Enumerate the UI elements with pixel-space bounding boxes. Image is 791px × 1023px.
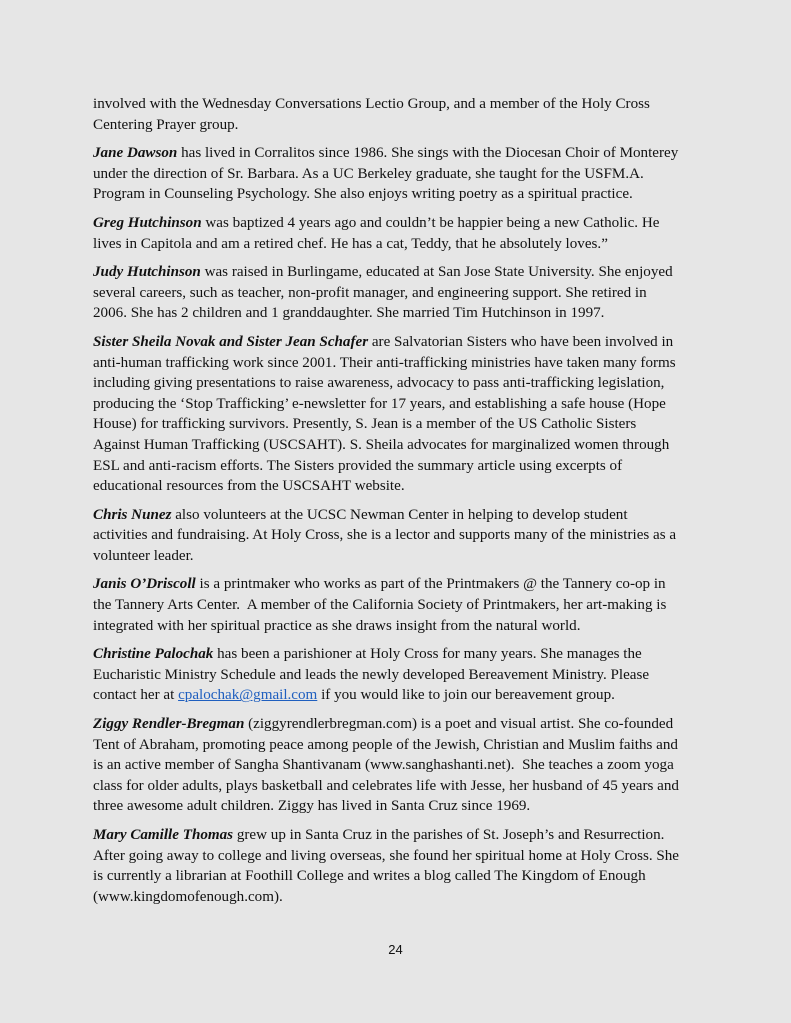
text-line <box>93 262 713 283</box>
bio-paragraph <box>93 143 713 205</box>
line-text: contact her at <box>93 687 179 704</box>
text-line <box>93 574 713 595</box>
person-name: Christine Palochak <box>93 646 214 663</box>
line-text: is an active member of Sangha Shantivanam (www.sanghashanti.net). She teaches a zoom yoga <box>93 757 674 774</box>
email-link[interactable]: cpalochak@gmail.com <box>178 687 318 704</box>
text-line <box>93 332 713 353</box>
text-line <box>93 414 713 435</box>
text-line <box>93 846 713 867</box>
bio-paragraph <box>93 262 713 324</box>
text-line <box>93 735 713 756</box>
text-line <box>93 234 713 255</box>
line-text: activities and fundraising. At Holy Cross, she is a lector and supports many of the ministries as a <box>93 527 677 544</box>
text-line <box>93 595 713 616</box>
person-name: Sister Sheila Novak and Sister Jean Schafer <box>93 333 369 350</box>
person-name: Judy Hutchinson <box>93 264 201 281</box>
text-line <box>93 94 713 115</box>
text-line <box>93 644 713 665</box>
line-text: 2006. She has 2 children and 1 granddaughter. She married Tim Hutchinson in 1997. <box>93 305 605 322</box>
text-line <box>93 373 713 394</box>
text-line <box>93 665 713 686</box>
line-text: the Tannery Arts Center. A member of the California Society of Printmakers, her art-making is <box>93 597 667 614</box>
text-line <box>93 505 713 526</box>
text-line <box>93 435 713 456</box>
text-line <box>93 115 713 136</box>
person-name: Greg Hutchinson <box>93 214 202 231</box>
line-text: Program in Counseling Psychology. She also enjoys writing poetry as a spiritual practice. <box>93 186 633 203</box>
line-text: House) for trafficking survivors. Presently, S. Jean is a member of the US Catholic Sisters <box>93 416 637 433</box>
line-text: if you would like to join our bereavement group. <box>317 687 615 704</box>
text-line <box>93 476 713 497</box>
person-name: Jane Dawson <box>93 145 178 162</box>
line-text: are Salvatorian Sisters who have been involved in <box>368 333 674 350</box>
line-text: three awesome adult children. Ziggy has lived in Santa Cruz since 1969. <box>93 798 531 815</box>
bio-paragraph <box>93 332 713 497</box>
line-text: grew up in Santa Cruz in the parishes of St. Joseph’s and Resurrection. <box>233 827 665 843</box>
line-text: After going away to college and living overseas, she found her spiritual home at Holy Cross. She <box>93 847 680 864</box>
line-text: several careers, such as teacher, non-profit manager, and engineering support. She retired in <box>93 284 647 301</box>
line-text: ESL and anti-racism efforts. The Sisters provided the summary article using excerpts of <box>93 457 623 474</box>
text-line <box>93 283 713 304</box>
line-text: has been a parishioner at Holy Cross for many years. She manages the <box>213 646 642 663</box>
text-line <box>93 825 713 846</box>
person-name: Janis O’Driscoll <box>93 576 196 593</box>
line-text: lives in Capitola and am a retired chef. He has a cat, Teddy, that he absolutely loves.” <box>93 235 608 252</box>
line-text: (ziggyrendlerbregman.com) is a poet and visual artist. She co-founded <box>244 716 674 733</box>
line-text: is a printmaker who works as part of the Printmakers @ the Tannery co-op in <box>195 576 666 593</box>
bio-paragraph <box>93 213 713 254</box>
text-line <box>93 685 713 706</box>
bio-paragraph <box>93 644 713 706</box>
line-text: producing the ‘Stop Trafficking’ e-newsletter for 17 years, and establishing a safe house (Hope <box>93 395 666 412</box>
line-text: (www.kingdomofenough.com). <box>93 888 283 905</box>
text-line <box>93 394 713 415</box>
line-text: Eucharistic Ministry Schedule and leads the newly developed Bereavement Ministry. Please <box>93 666 650 683</box>
text-line <box>93 755 713 776</box>
line-text: integrated with her spiritual practice as she draws insight from the natural world. <box>93 617 581 634</box>
text-line <box>93 525 713 546</box>
text-line <box>93 303 713 324</box>
line-text: volunteer leader. <box>93 547 194 564</box>
line-text: Against Human Trafficking (USCSAHT). S. Sheila advocates for marginalized women through <box>93 436 670 453</box>
text-line <box>93 866 713 887</box>
document-body <box>93 94 713 915</box>
line-text: Tent of Abraham, promoting peace among people of the Jewish, Christian and Muslim faiths and <box>93 736 678 753</box>
line-text: was raised in Burlingame, educated at San Jose State University. She enjoyed <box>200 264 673 281</box>
line-text: is currently a librarian at Foothill College and writes a blog called The Kingdom of Enough <box>93 868 646 885</box>
line-text: educational resources from the USCSAHT website. <box>93 478 405 495</box>
bio-paragraph <box>93 574 713 636</box>
text-line <box>93 796 713 817</box>
line-text: class for older adults, plays basketball and celebrates life with Jesse, her husband of 45 years and <box>93 777 679 794</box>
bio-paragraph <box>93 505 713 567</box>
line-text: also volunteers at the UCSC Newman Center in helping to develop student <box>171 506 628 523</box>
line-text: including giving presentations to raise awareness, advocacy to pass anti-trafficking legislation, <box>93 375 665 392</box>
line-text: under the direction of Sr. Barbara. As a UC Berkeley graduate, she taught for the USFM.A. <box>93 165 644 182</box>
line-text: has lived in Corralitos since 1986. She sings with the Diocesan Choir of Monterey <box>177 145 679 162</box>
line-text: was baptized 4 years ago and couldn’t be happier being a new Catholic. He <box>201 214 660 231</box>
bio-paragraph <box>93 825 713 907</box>
line-text: anti-human trafficking work since 2001. Their anti-trafficking ministries have taken many forms <box>93 354 676 371</box>
person-name: Chris Nunez <box>93 506 172 523</box>
text-line <box>93 887 713 908</box>
text-line <box>93 143 713 164</box>
text-line <box>93 353 713 374</box>
page-number: 24 <box>388 942 403 957</box>
text-line <box>93 616 713 637</box>
line-text: involved with the Wednesday Conversations Lectio Group, and a member of the Holy Cross <box>93 96 650 112</box>
text-line <box>93 714 713 735</box>
text-line <box>93 184 713 205</box>
text-line <box>93 213 713 234</box>
person-name: Mary Camille Thomas <box>93 827 234 843</box>
bio-paragraph <box>93 94 713 135</box>
text-line <box>93 456 713 477</box>
text-line <box>93 776 713 797</box>
text-line <box>93 164 713 185</box>
person-name: Ziggy Rendler-Bregman <box>93 716 245 733</box>
text-line <box>93 546 713 567</box>
line-text: Centering Prayer group. <box>93 116 239 133</box>
bio-paragraph <box>93 714 713 817</box>
